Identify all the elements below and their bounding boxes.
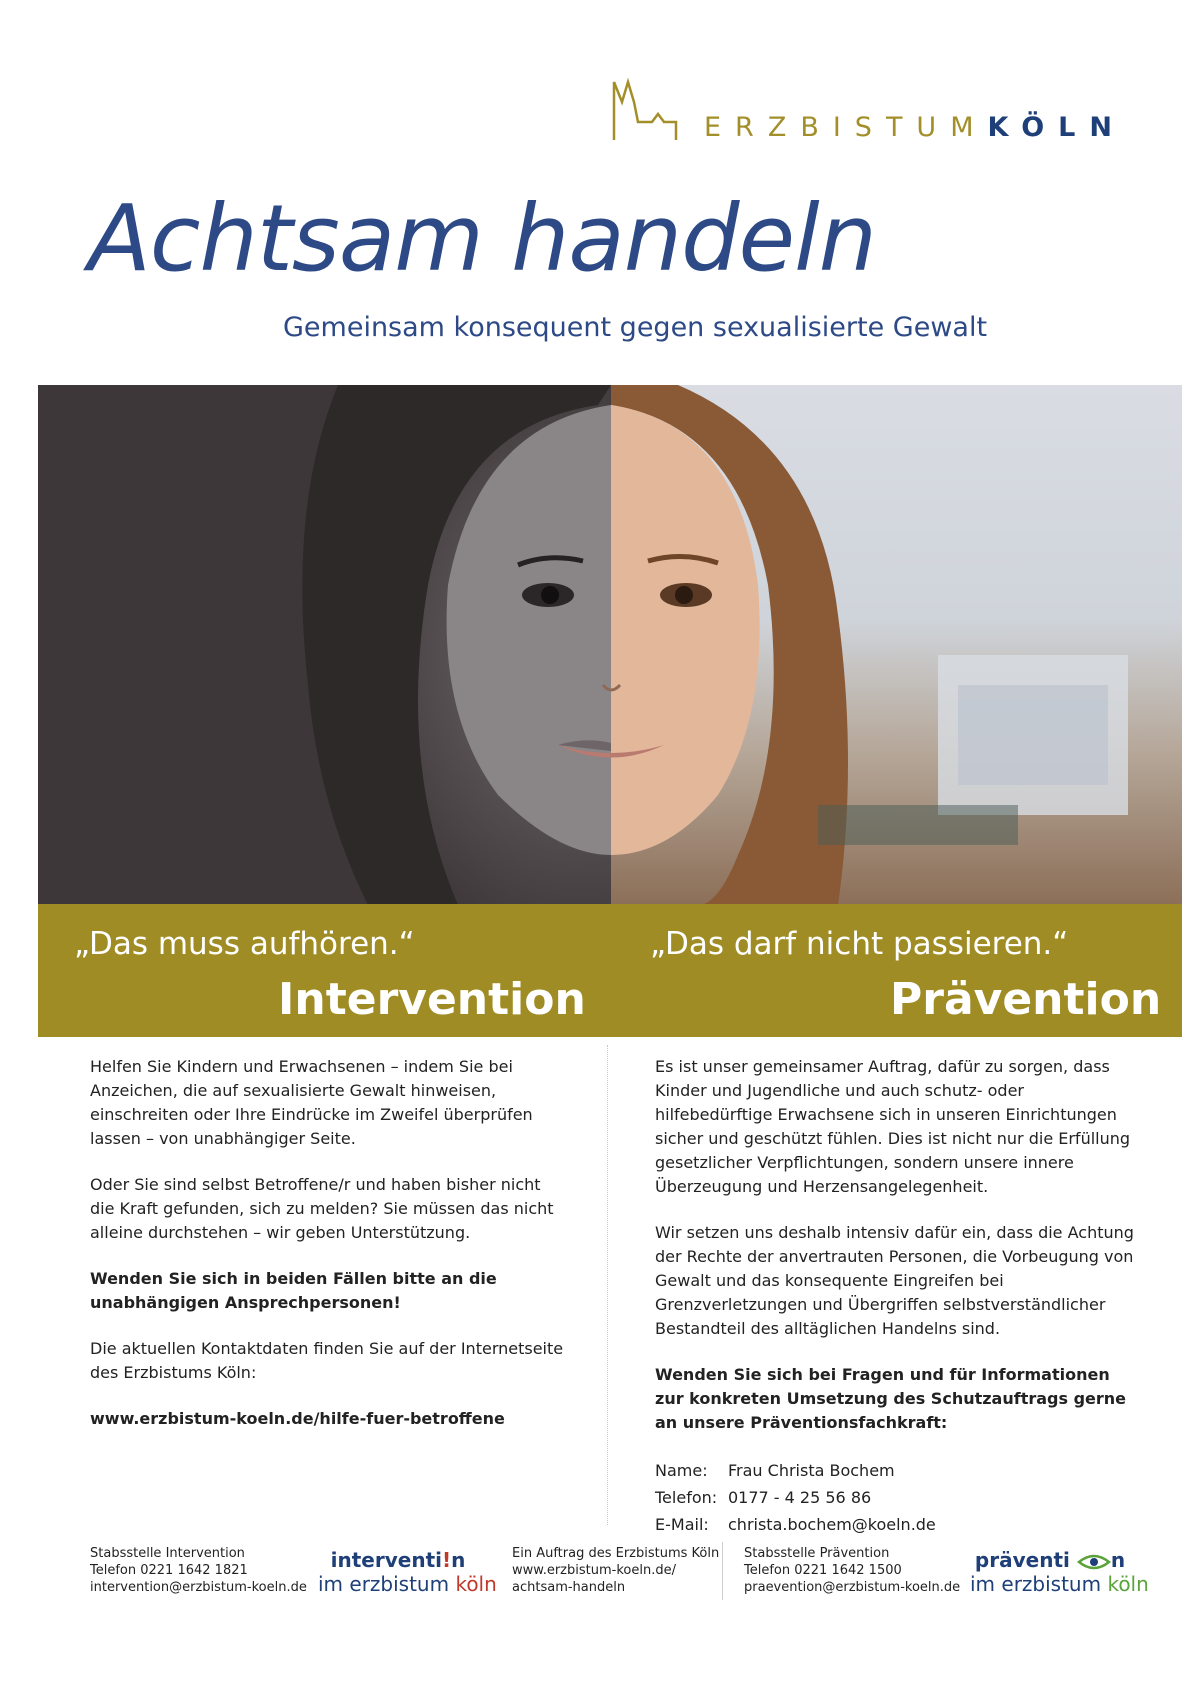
page-title: Achtsam handeln (88, 185, 876, 292)
praevention-heading: Prävention (890, 974, 1162, 1025)
int-logo-mark-icon: ! (441, 1548, 452, 1572)
prae-logo-word: präventi (974, 1548, 1070, 1572)
footer-divider (722, 1542, 723, 1600)
quote-band (38, 904, 1182, 1037)
eye-icon (1077, 1553, 1111, 1571)
footer-center-line-1: Ein Auftrag des Erzbistums Köln (512, 1546, 720, 1561)
footer-prae-title: Stabsstelle Prävention (744, 1546, 890, 1561)
footer-prae-phone[interactable]: Telefon 0221 1642 1500 (744, 1563, 902, 1578)
page-subtitle: Gemeinsam konsequent gegen sexualisierte Gewalt (283, 312, 988, 343)
column-divider (607, 1045, 608, 1525)
praevention-paragraph-3: Wenden Sie sich bei Fragen und für Informationen zur konkreten Umsetzung des Schutzauftrags gerne an unsere Präventionsfachkraft: (655, 1365, 1127, 1432)
footer-int-email[interactable]: intervention@erzbistum-koeln.de (90, 1580, 307, 1595)
int-logo-word: interventi (330, 1548, 442, 1572)
contact-name-value: Frau Christa Bochem (728, 1461, 895, 1480)
intervention-quote: „Das muss aufhören.“ (74, 926, 415, 962)
erzbistum-logo (612, 70, 1132, 150)
footer-int-title: Stabsstelle Intervention (90, 1546, 245, 1561)
logo-wordmark (704, 112, 1126, 143)
footer-center-line-2[interactable]: www.erzbistum-koeln.de/ (512, 1563, 676, 1578)
footer-center-info (512, 1545, 719, 1596)
int-logo-sub: im erzbistum (318, 1572, 450, 1596)
praevention-column (655, 1055, 1135, 1538)
intervention-heading: Intervention (278, 974, 586, 1025)
intervention-paragraph-2: Oder Sie sind selbst Betroffene/r und haben bisher nicht die Kraft gefunden, sich zu melden? Sie müssen das nicht alleine durchstehen – wir geben Unterstützung. (90, 1175, 554, 1242)
cathedral-icon (612, 74, 702, 144)
praevention-paragraph-2: Wir setzen uns deshalb intensiv dafür ein, dass die Achtung der Rechte der anvertrauten Personen, die Vorbeugung von Gewalt und das konsequente Eingreifen bei Grenzverletzungen und Übergriffen selbstverständlicher Bestandteil des alltäglichen Handelns sind. (655, 1223, 1134, 1338)
footer-prae-email[interactable]: praevention@erzbistum-koeln.de (744, 1580, 961, 1595)
portrait-illustration (38, 385, 1182, 905)
intervention-logo (318, 1548, 497, 1596)
footer-int-phone[interactable]: Telefon 0221 1642 1821 (90, 1563, 248, 1578)
prae-logo-word-end: n (1110, 1548, 1126, 1572)
contact-name-row (655, 1457, 1135, 1484)
int-logo-word-end: n (451, 1548, 466, 1572)
contact-email-label: E-Mail: (655, 1515, 709, 1534)
contact-email-row (655, 1511, 1135, 1538)
footer-praevention-contact (744, 1545, 960, 1596)
contact-phone-value[interactable]: 0177 - 4 25 56 86 (728, 1488, 872, 1507)
footer-center-line-3[interactable]: achtsam-handeln (512, 1580, 626, 1595)
intervention-link[interactable]: www.erzbistum-koeln.de/hilfe-fuer-betroffene (90, 1409, 505, 1428)
prae-logo-sub-city: köln (1107, 1572, 1149, 1596)
contact-name-label: Name: (655, 1461, 708, 1480)
int-logo-sub-city: köln (455, 1572, 497, 1596)
prae-logo-sub: im erzbistum (970, 1572, 1102, 1596)
intervention-paragraph-3: Wenden Sie sich in beiden Fällen bitte an die unabhängigen Ansprechpersonen! (90, 1269, 497, 1312)
logo-word-erzbistum: ERZBISTUM (704, 112, 988, 143)
footer-intervention-contact (90, 1545, 307, 1596)
contact-email-value[interactable]: christa.bochem@koeln.de (728, 1515, 936, 1534)
praevention-logo (970, 1548, 1149, 1596)
praevention-quote: „Das darf nicht passieren.“ (650, 926, 1069, 962)
hero-photo (38, 385, 1182, 905)
contact-phone-row (655, 1484, 1135, 1511)
intervention-column (90, 1055, 570, 1453)
contact-phone-label: Telefon: (655, 1488, 718, 1507)
praevention-paragraph-1: Es ist unser gemeinsamer Auftrag, dafür zu sorgen, dass Kinder und Jugendliche und auch schutz- oder hilfebedürftige Erwachsene sich in unseren Einrichtungen sicher und geschützt fühlen. Dies ist nicht nur die Erfüllung gesetzlicher Verpflichtungen, sondern unsere innere Überzeugung und Herzensangelegenheit. (655, 1057, 1131, 1196)
logo-word-koeln: KÖLN (987, 112, 1126, 143)
intervention-paragraph-1: Helfen Sie Kindern und Erwachsenen – indem Sie bei Anzeichen, die auf sexualisierte Gewalt hinweisen, einschreiten oder Ihre Eindrücke im Zweifel überprüfen lassen – von unabhängiger Seite. (90, 1057, 533, 1148)
contact-block (655, 1457, 1135, 1538)
intervention-paragraph-4: Die aktuellen Kontaktdaten finden Sie auf der Internetseite des Erzbistums Köln: (90, 1339, 564, 1382)
